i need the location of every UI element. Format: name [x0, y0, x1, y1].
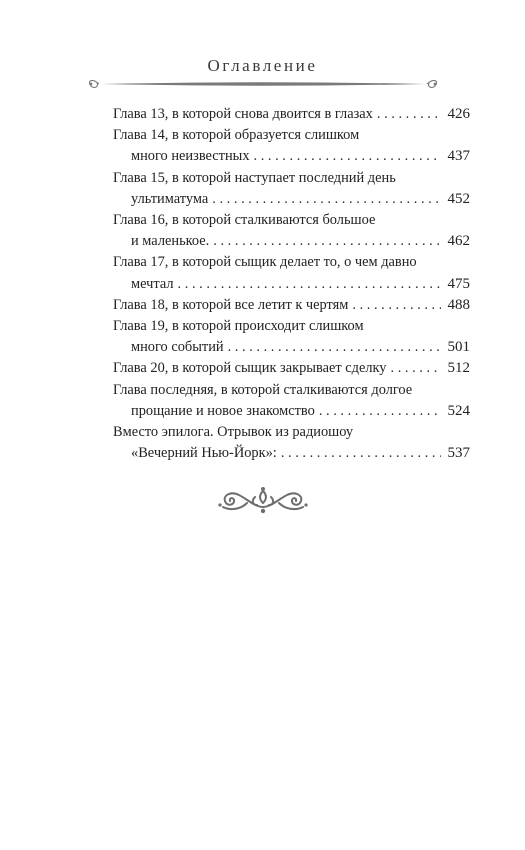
toc-entry-text: Глава 20, в которой сыщик закрывает сделку [113, 360, 387, 377]
toc-entry-line [113, 168, 470, 189]
toc-entry-text: «Вечерний Нью-Йорк»: [131, 445, 277, 462]
toc-entry-text: Глава последняя, в которой сталкиваются долгое [113, 381, 413, 398]
toc-entry-line [113, 104, 470, 125]
toc-page-number: 452 [447, 190, 470, 207]
toc-entry-line [113, 443, 470, 464]
toc-entry-text: прощание и новое знакомство [131, 402, 315, 419]
toc-entry-line [113, 252, 470, 273]
toc-page-number: 501 [447, 339, 470, 356]
toc-page-number: 488 [447, 296, 470, 313]
dot-leader [213, 231, 441, 252]
toc-page-number: 426 [447, 106, 470, 122]
toc-page-number: 537 [447, 445, 470, 462]
decorative-rule-icon [85, 72, 441, 96]
toc-page-number: 462 [447, 233, 470, 250]
toc-entry [113, 252, 470, 294]
dot-leader [228, 337, 441, 358]
dot-leader [352, 295, 441, 316]
toc-entry-text: Глава 16, в которой сталкиваются большое [113, 212, 376, 229]
toc-entry-line [113, 401, 470, 422]
dot-leader [319, 401, 441, 422]
dot-leader [281, 443, 441, 464]
toc-entry-line [113, 231, 470, 252]
table-of-contents [113, 104, 470, 464]
toc-entry [113, 422, 470, 464]
toc-entry-line [113, 210, 470, 231]
toc-entry-text: Глава 15, в которой наступает последний день [113, 169, 396, 186]
toc-entry-line [113, 358, 470, 379]
toc-entry-text: много неизвестных [131, 148, 250, 165]
toc-entry-line [113, 274, 470, 295]
toc-page-number: 512 [447, 360, 470, 377]
toc-entry-line [113, 146, 470, 167]
toc-entry-text: мечтал [131, 275, 174, 292]
toc-entry [113, 210, 470, 252]
toc-entry [113, 358, 470, 379]
dot-leader [391, 358, 441, 379]
toc-entry-line [113, 189, 470, 210]
toc-entry-text: ультиматума [131, 190, 209, 207]
toc-entry-text: Глава 19, в которой происходит слишком [113, 318, 364, 335]
toc-entry-text: Глава 18, в которой все летит к чертям [113, 296, 349, 313]
dot-leader [254, 146, 441, 167]
toc-entry-text: Глава 13, в которой снова двоится в глазах [113, 106, 373, 122]
toc-entry-text: Вместо эпилога. Отрывок из радиошоу [113, 424, 354, 441]
toc-entry-line [113, 316, 470, 337]
toc-entry [113, 125, 470, 167]
page-title: Оглавление [207, 56, 318, 75]
toc-entry [113, 380, 470, 422]
toc-entry-line [113, 337, 470, 358]
toc-entry [113, 295, 470, 316]
toc-entry-line [113, 380, 470, 401]
toc-entry-text: и маленькое. [131, 233, 210, 250]
toc-entry-text: Глава 17, в которой сыщик делает то, о чем давно [113, 254, 417, 271]
toc-entry-line [113, 295, 470, 316]
scroll-flourish-ornament-icon [217, 483, 309, 517]
toc-page-number: 475 [447, 275, 470, 292]
toc-page-number: 437 [447, 148, 470, 165]
dot-leader [377, 104, 441, 125]
toc-entry [113, 168, 470, 210]
toc-entry [113, 104, 470, 125]
dot-leader [178, 274, 441, 295]
toc-entry-line [113, 125, 470, 146]
toc-entry [113, 316, 470, 358]
toc-page-number: 524 [447, 402, 470, 419]
toc-entry-line [113, 422, 470, 443]
dot-leader [212, 189, 441, 210]
toc-entry-text: много событий [131, 339, 224, 356]
toc-entry-text: Глава 14, в которой образуется слишком [113, 127, 360, 144]
